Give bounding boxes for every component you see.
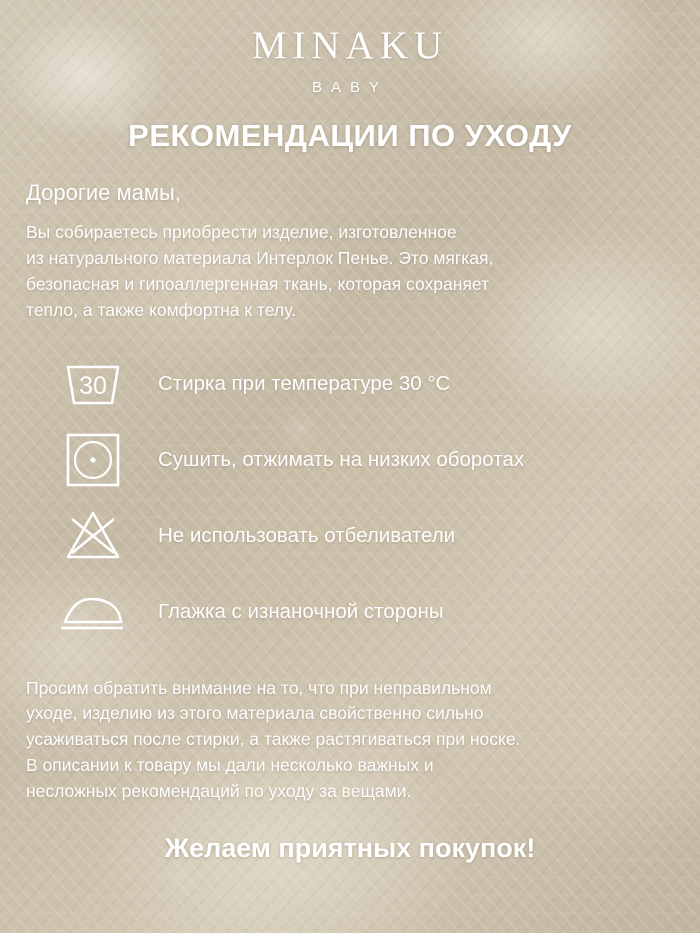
- intro-paragraph: [26, 220, 676, 324]
- tumble-dry-low-icon: [58, 429, 128, 491]
- do-not-bleach-icon: [58, 507, 128, 565]
- care-symbol-list: [0, 346, 700, 650]
- wash-30-icon: [58, 359, 128, 409]
- intro-line: тепло, а также комфортна к телу.: [26, 299, 296, 320]
- wash-temperature-text: 30: [79, 371, 107, 400]
- care-row-tumble-dry: [0, 422, 700, 498]
- brand-subtitle: BABY: [311, 78, 389, 96]
- care-label-tumble-dry: Сушить, отжимать на низких оборотах: [158, 447, 525, 471]
- care-row-wash: [0, 346, 700, 422]
- care-label-wash: Стирка при температуре 30 °C: [158, 371, 451, 395]
- care-row-do-not-bleach: [0, 498, 700, 574]
- closing-text: Желаем приятных покупок!: [164, 832, 536, 863]
- outro-line: несложных рекомендаций по уходу за вещами.: [26, 781, 412, 802]
- brand-block: [0, 0, 700, 96]
- intro-line: безопасная и гипоаллергенная ткань, которая сохраняет: [26, 273, 490, 294]
- outro-line: В описании к товару мы дали несколько важных и: [26, 755, 434, 776]
- outro-line: уходе, изделию из этого материала свойственно сильно: [26, 703, 484, 724]
- iron-icon: [58, 590, 128, 634]
- care-label-iron: Глажка с изнаночной стороны: [158, 599, 444, 623]
- care-row-iron: [0, 574, 700, 650]
- intro-line: из натурального материала Интерлок Пенье. Это мягкая,: [26, 247, 494, 268]
- greeting-text: Дорогие мамы,: [26, 179, 181, 205]
- outro-line: усаживаться после стирки, а также растягиваться при носке.: [26, 729, 521, 750]
- outro-line: Просим обратить внимание на то, что при неправильном: [26, 677, 492, 698]
- brand-name: MINAKU: [251, 24, 449, 67]
- outro-paragraph: [26, 676, 676, 805]
- intro-line: Вы собираетесь приобрести изделие, изготовленное: [26, 221, 457, 242]
- page-title: РЕКОМЕНДАЦИИ ПО УХОДУ: [128, 117, 572, 153]
- care-label-do-not-bleach: Не использовать отбеливатели: [158, 523, 456, 547]
